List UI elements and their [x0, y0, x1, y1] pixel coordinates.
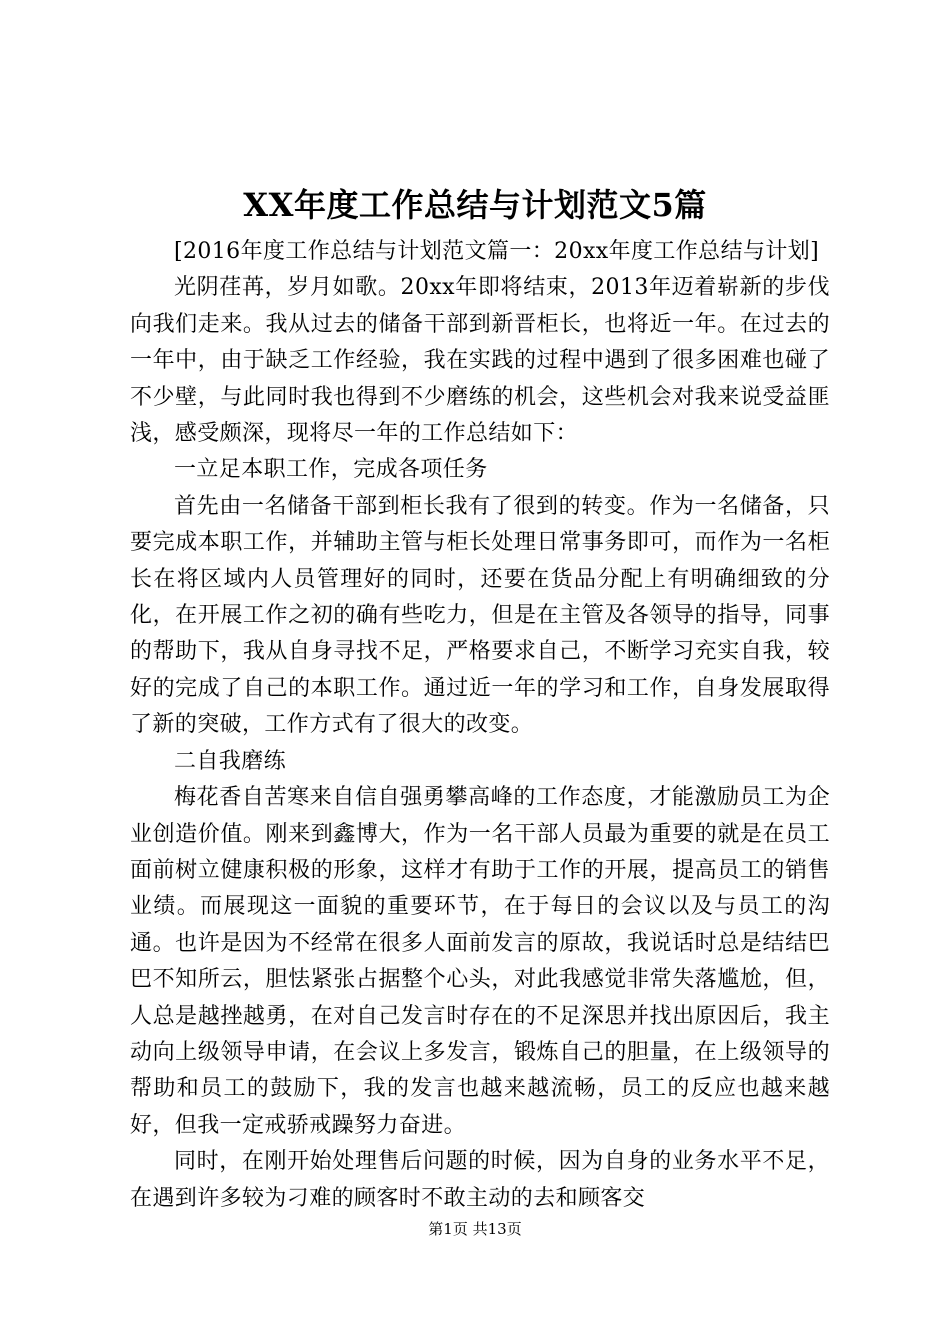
paragraph-section-1: 首先由一名储备干部到柜长我有了很到的转变。作为一名储备，只要完成本职工作，并辅助主管与柜长处理日常事务即可，而作为一名柜长在将区域内人员管理好的同时，还要在货品分配上有明确细致的分化，在开展工作之初的确有些吃力，但是在主管及各领导的指导，同事的帮助下，我从自身寻找不足，严格要求自己，不断学习充实自我，较好的完成了自己的本职工作。通过近一年的学习和工作，自身发展取得了新的突破，工作方式有了很大的改变。: [130, 493, 830, 738]
section-heading-1: 一立足本职工作，完成各项任务: [174, 457, 488, 483]
paragraph-intro: 光阴荏苒，岁月如歌。20xx年即将结束，2013年迈着崭新的步伐向我们走来。我从过去的储备干部到新晋柜长，也将近一年。在过去的一年中，由于缺乏工作经验，我在实践的过程中遇到了很多困难也碰了不少壁，与此同时我也得到不少磨练的机会，这些机会对我来说受益匪浅，感受颇深，现将尽一年的工作总结如下：: [130, 275, 830, 447]
paragraph-continued: 同时，在刚开始处理售后问题的时候，因为自身的业务水平不足，在遇到许多较为刁难的顾客时不敢主动的去和顾客交: [130, 1149, 830, 1211]
paragraph-section-2: 梅花香自苦寒来自信自强勇攀高峰的工作态度，才能激励员工为企业创造价值。刚来到鑫博大，作为一名干部人员最为重要的就是在员工面前树立健康积极的形象，这样才有助于工作的开展，提高员工的销售业绩。而展现这一面貌的重要环节，在于每日的会议以及与员工的沟通。也许是因为不经常在很多人面前发言的原故，我说话时总是结结巴巴不知所云，胆怯紧张占据整个心头，对此我感觉非常失落尴尬，但，人总是越挫越勇，在对自己发言时存在的不足深思并找出原因后，我主动向上级领导申请，在会议上多发言，锻炼自己的胆量，在上级领导的帮助和员工的鼓励下，我的发言也越来越流畅，员工的反应也越来越好，但我一定戒骄戒躁努力奋进。: [130, 785, 830, 1138]
paragraph-subtitle: [2016年度工作总结与计划范文篇一：20xx年度工作总结与计划]: [174, 239, 820, 264]
page-number-footer: 第1页 共13页: [428, 1220, 522, 1238]
document-body: [130, 234, 830, 1217]
document-title: XX年度工作总结与计划范文5篇: [243, 186, 707, 224]
section-heading-2: 二自我磨练: [174, 748, 287, 774]
